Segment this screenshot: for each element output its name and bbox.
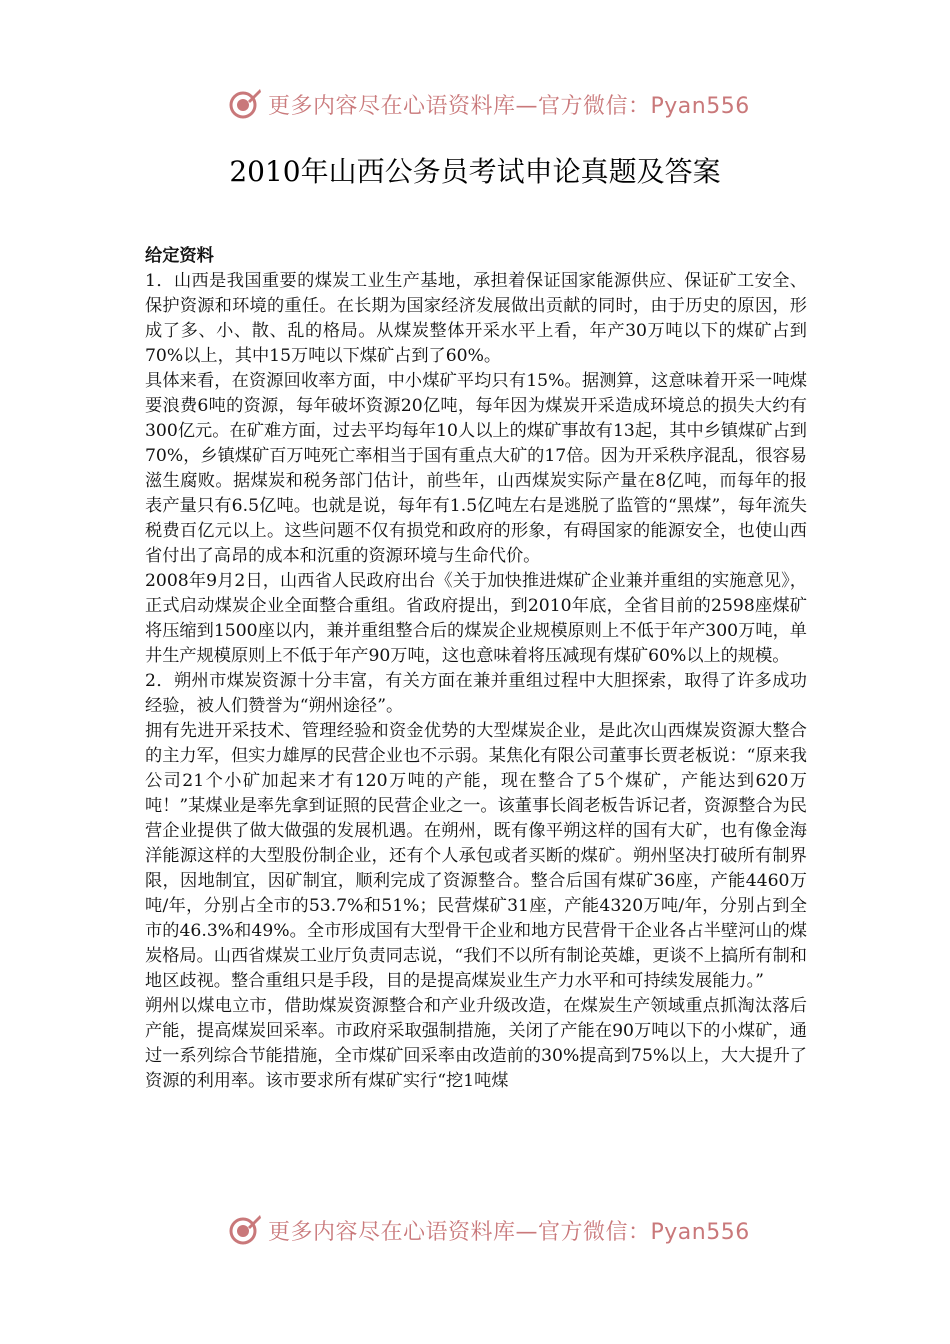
watermark-banner-bottom: [228, 1210, 750, 1250]
paragraph-4: 2．朔州市煤炭资源十分丰富，有关方面在兼并重组过程中大胆探索，取得了许多成功经验，被人们赞誉为“朔州途径”。: [145, 671, 807, 716]
watermark-text: 更多内容尽在心语资料库—官方微信：Pyan556: [268, 1219, 750, 1245]
paragraph-3: 2008年9月2日，山西省人民政府出台《关于加快推进煤矿企业兼并重组的实施意见》，正式启动煤炭企业全面整合重组。省政府提出，到2010年底，全省目前的2598座煤矿将压缩到1500座以内，兼并重组整合后的煤炭企业规模原则上不低于年产300万吨，单井生产规模原则上不低于年产90万吨，这也意味着将压减现有煤矿60%以上的规模。: [145, 571, 807, 666]
paragraph-6: 朔州以煤电立市，借助煤炭资源整合和产业升级改造，在煤炭生产领域重点抓淘汰落后产能，提高煤炭回采率。市政府采取强制措施，关闭了产能在90万吨以下的小煤矿，通过一系列综合节能措施，全市煤矿回采率由改造前的30%提高到75%以上，大大提升了资源的利用率。该市要求所有煤矿实行“挖1吨煤: [145, 996, 807, 1091]
section-heading: 给定资料: [145, 246, 214, 266]
paragraph-2: 具体来看，在资源回收率方面，中小煤矿平均只有15%。据测算，这意味着开采一吨煤要浪费6吨的资源，每年破坏资源20亿吨，每年因为煤炭开采造成环境总的损失大约有300亿元。在矿难方面，过去平均每年10人以上的煤矿事故有13起，其中乡镇煤矿占到70%，乡镇煤矿百万吨死亡率相当于国有重点大矿的17倍。因为开采秩序混乱，很容易滋生腐败。据煤炭和税务部门估计，前些年，山西煤炭实际产量在8亿吨，而每年的报表产量只有6.5亿吨。也就是说，每年有1.5亿吨左右是逃脱了监管的“黑煤”，每年流失税费百亿元以上。这些问题不仅有损党和政府的形象，有碍国家的能源安全，也使山西省付出了高昂的成本和沉重的资源环境与生命代价。: [145, 371, 807, 566]
watermark-banner-top: [228, 84, 750, 124]
pen-on-circle-logo-icon: [228, 87, 262, 121]
page-title: 2010年山西公务员考试申论真题及答案: [229, 155, 721, 188]
pen-on-circle-logo-icon: [228, 1213, 262, 1247]
paragraph-5: 拥有先进开采技术、管理经验和资金优势的大型煤炭企业，是此次山西煤炭资源大整合的主力军，但实力雄厚的民营企业也不示弱。某焦化有限公司董事长贾老板说：“原来我公司21个小矿加起来才有120万吨的产能，现在整合了5个煤矿，产能达到620万吨！”某煤业是率先拿到证照的民营企业之一。该董事长阎老板告诉记者，资源整合为民营企业提供了做大做强的发展机遇。在朔州，既有像平朔这样的国有大矿，也有像金海洋能源这样的大型股份制企业，还有个人承包或者买断的煤矿。朔州坚决打破所有制界限，因地制宜，因矿制宜，顺利完成了资源整合。整合后国有煤矿36座，产能4460万吨/年，分别占全市的53.7%和51%；民营煤矿31座，产能4320万吨/年，分别占到全市的46.3%和49%。全市形成国有大型骨干企业和地方民营骨干企业各占半壁河山的煤炭格局。山西省煤炭工业厅负责同志说，“我们不以所有制论英雄，更谈不上搞所有制和地区歧视。整合重组只是手段，目的是提高煤炭业生产力水平和可持续发展能力。”: [145, 721, 807, 991]
watermark-text: 更多内容尽在心语资料库—官方微信：Pyan556: [268, 93, 750, 119]
paragraph-1: 1．山西是我国重要的煤炭工业生产基地，承担着保证国家能源供应、保证矿工安全、保护资源和环境的重任。在长期为国家经济发展做出贡献的同时，由于历史的原因，形成了多、小、散、乱的格局。从煤炭整体开采水平上看，年产30万吨以下的煤矿占到70%以上，其中15万吨以下煤矿占到了60%。: [145, 271, 807, 366]
document-body: [145, 244, 807, 1094]
